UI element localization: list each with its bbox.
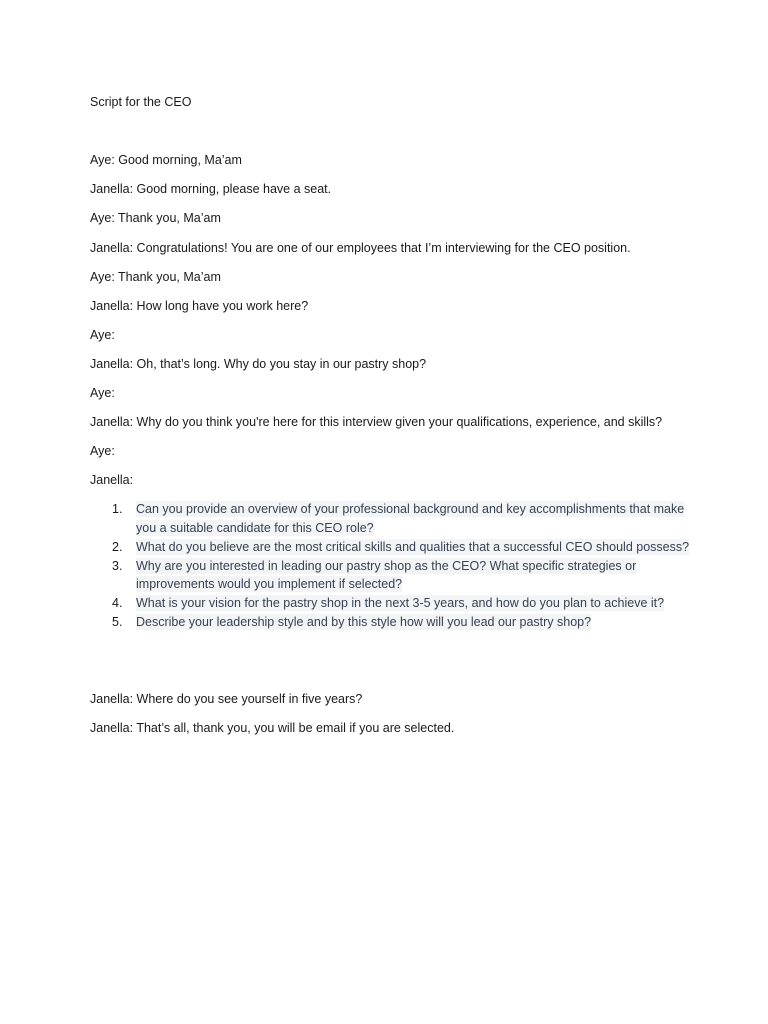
dialogue-line: Aye: bbox=[90, 386, 115, 400]
document-title: Script for the CEO bbox=[90, 95, 192, 109]
list-item bbox=[90, 557, 690, 594]
dialogue-line: Aye: bbox=[90, 328, 115, 342]
question-text: What is your vision for the pastry shop in the next 3-5 years, and how do you plan to achieve it? bbox=[136, 596, 665, 610]
list-item bbox=[90, 538, 690, 557]
dialogue-line: Janella: bbox=[90, 473, 134, 487]
dialogue-line: Aye: Thank you, Ma’am bbox=[90, 270, 221, 284]
interview-questions-list bbox=[90, 500, 690, 632]
question-text: Why are you interested in leading our pastry shop as the CEO? What specific strategies or improvements would you implement if selected? bbox=[136, 558, 637, 591]
list-number: 5. bbox=[112, 615, 123, 629]
list-item bbox=[90, 613, 690, 632]
list-number: 2. bbox=[112, 539, 123, 554]
question-text: Can you provide an overview of your professional background and key accomplishments that make you a suitable candidate for this CEO role? bbox=[136, 502, 685, 535]
dialogue-line: Janella: Good morning, please have a seat. bbox=[90, 182, 332, 196]
dialogue-line: Janella: How long have you work here? bbox=[90, 299, 309, 313]
list-number: 3. bbox=[112, 558, 123, 573]
dialogue-line: Janella: Congratulations! You are one of our employees that I’m interviewing for the CEO position. bbox=[90, 241, 631, 255]
dialogue-line: Aye: Thank you, Ma’am bbox=[90, 211, 221, 225]
dialogue-line: Janella: Oh, that’s long. Why do you stay in our pastry shop? bbox=[90, 357, 427, 371]
list-number: 4. bbox=[112, 596, 123, 610]
list-item bbox=[90, 500, 690, 537]
list-item bbox=[90, 594, 690, 613]
question-text: Describe your leadership style and by this style how will you lead our pastry shop? bbox=[136, 615, 592, 629]
dialogue-line: Aye: bbox=[90, 444, 115, 458]
dialogue-line: Aye: Good morning, Ma’am bbox=[90, 153, 242, 167]
dialogue-line: Janella: Why do you think you're here for this interview given your qualifications, experience, and skills? bbox=[90, 415, 663, 429]
question-text: What do you believe are the most critical skills and qualities that a successful CEO should possess? bbox=[136, 539, 690, 554]
dialogue-line: Janella: That’s all, thank you, you will be email if you are selected. bbox=[90, 721, 455, 735]
dialogue-line: Janella: Where do you see yourself in five years? bbox=[90, 692, 363, 706]
list-number: 1. bbox=[112, 502, 123, 516]
